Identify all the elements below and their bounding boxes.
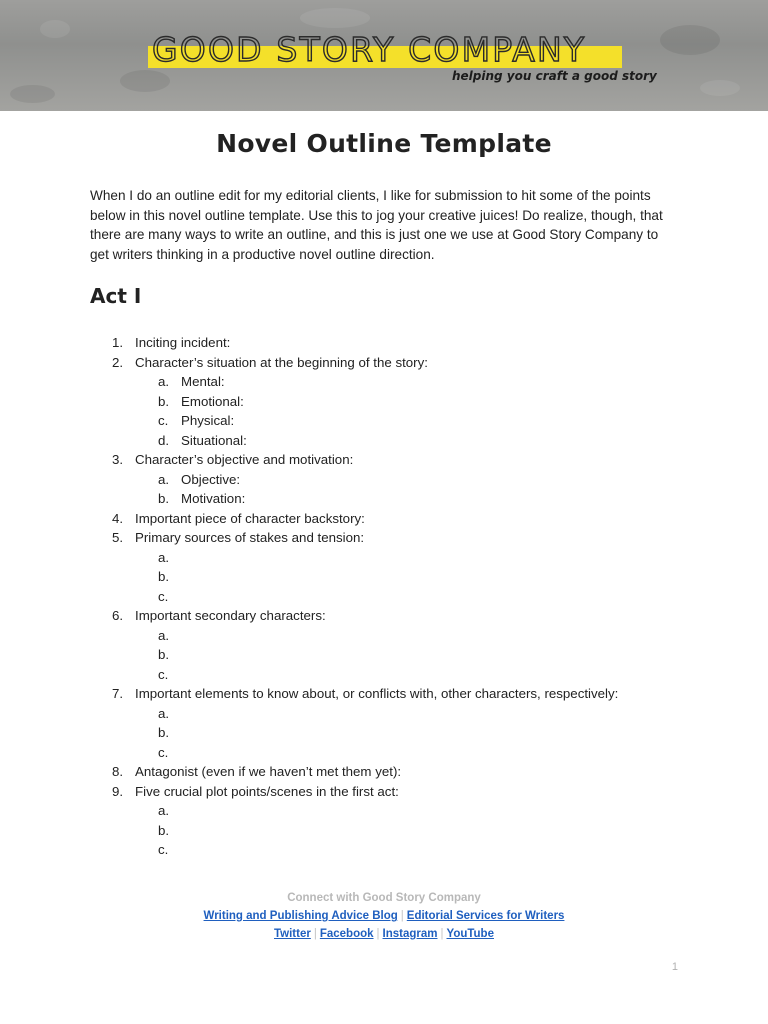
- outline-subitem: [0, 704, 768, 724]
- outline-subitem: [0, 743, 768, 763]
- outline-subitem: [0, 587, 768, 607]
- intro-paragraph: When I do an outline edit for my editorial clients, I like for submission to hit some of the points below in this novel outline template. Use this to jog your creative juices! Do realize, though, that there are many ways to write an outline, and this is just one we use at Good Story Company to get writers thinking in a productive novel outline direction.: [90, 188, 663, 262]
- footer: [0, 889, 768, 943]
- list-marker: a.: [158, 705, 170, 721]
- list-item-text: Important secondary characters:: [135, 608, 326, 623]
- list-marker: c.: [158, 588, 169, 604]
- list-item-text: Mental:: [181, 374, 225, 389]
- blog-link[interactable]: Writing and Publishing Advice Blog: [203, 910, 398, 922]
- outline-list: [0, 333, 768, 860]
- list-marker: b.: [158, 822, 170, 838]
- brand-tagline: helping you craft a good story: [452, 69, 657, 83]
- outline-item: [0, 450, 768, 470]
- list-marker: a.: [158, 627, 170, 643]
- list-marker: 9.: [112, 783, 124, 799]
- act-heading: Act I: [90, 284, 142, 308]
- header-banner: [0, 0, 768, 111]
- document-title: Novel Outline Template: [216, 129, 552, 158]
- texture-speck: [10, 85, 55, 103]
- list-item-text: Important piece of character backstory:: [135, 510, 365, 526]
- texture-speck: [40, 20, 70, 38]
- list-marker: b.: [158, 393, 170, 409]
- outline-subitem: [0, 821, 768, 841]
- texture-speck: [300, 8, 370, 28]
- outline-item: [0, 762, 768, 782]
- list-marker: 1.: [112, 335, 124, 350]
- outline-subitem: [0, 548, 768, 568]
- list-marker: 7.: [112, 686, 124, 701]
- list-item-text: Antagonist (even if we haven’t met them yet):: [135, 764, 402, 779]
- list-item-text: Character’s situation at the beginning of the story:: [135, 354, 428, 370]
- list-marker: d.: [158, 432, 170, 448]
- outline-subitem: [0, 801, 768, 821]
- footer-connect-text: Connect with Good Story Company: [287, 892, 481, 904]
- outline-item: [0, 606, 768, 626]
- outline-subitem: [0, 411, 768, 431]
- list-marker: b.: [158, 491, 170, 506]
- page-number: 1: [671, 961, 678, 973]
- list-marker: 2.: [112, 354, 124, 370]
- outline-subitem: [0, 626, 768, 646]
- outline-item: [0, 353, 768, 373]
- instagram-link[interactable]: Instagram: [382, 928, 438, 940]
- outline-subitem: [0, 431, 768, 451]
- outline-subitem: [0, 723, 768, 743]
- footer-social-row: [0, 925, 768, 943]
- twitter-link[interactable]: Twitter: [274, 928, 311, 940]
- outline-subitem: [0, 840, 768, 860]
- outline-subitem: [0, 567, 768, 587]
- list-marker: b.: [158, 647, 170, 662]
- editorial-services-link[interactable]: Editorial Services for Writers: [406, 910, 565, 922]
- list-marker: c.: [158, 666, 169, 682]
- outline-subitem: [0, 645, 768, 665]
- list-marker: 5.: [112, 530, 124, 545]
- list-marker: a.: [158, 471, 170, 487]
- link-separator: |: [440, 928, 444, 940]
- list-item-text: Objective:: [181, 471, 241, 487]
- list-marker: c.: [158, 842, 169, 857]
- facebook-link[interactable]: Facebook: [319, 928, 374, 940]
- list-item-text: Important elements to know about, or conflicts with, other characters, respectively:: [135, 686, 619, 701]
- outline-subitem: [0, 392, 768, 412]
- list-item-text: Motivation:: [181, 491, 246, 506]
- outline-item: [0, 782, 768, 802]
- outline-item: [0, 684, 768, 704]
- outline-subitem: [0, 470, 768, 490]
- list-item-text: Primary sources of stakes and tension:: [135, 530, 365, 545]
- texture-speck: [700, 80, 740, 96]
- outline-subitem: [0, 665, 768, 685]
- footer-links-row: [0, 907, 768, 925]
- outline-subitem: [0, 489, 768, 509]
- list-item-text: Five crucial plot points/scenes in the first act:: [135, 783, 399, 799]
- list-marker: 8.: [112, 764, 124, 779]
- youtube-link[interactable]: YouTube: [446, 928, 494, 940]
- list-item-text: Situational:: [181, 432, 247, 448]
- list-marker: c.: [158, 744, 169, 760]
- outline-subitem: [0, 372, 768, 392]
- brand-logo-text: GOOD STORY COMPANY: [152, 30, 587, 69]
- texture-speck: [660, 25, 720, 55]
- outline-item: [0, 333, 768, 353]
- list-item-text: Emotional:: [181, 393, 244, 409]
- outline-item: [0, 528, 768, 548]
- list-marker: 6.: [112, 608, 124, 623]
- list-marker: a.: [158, 374, 170, 389]
- list-item-text: Character’s objective and motivation:: [135, 452, 354, 467]
- link-separator: |: [376, 928, 380, 940]
- list-marker: c.: [158, 413, 169, 428]
- link-separator: |: [400, 910, 404, 922]
- list-marker: a.: [158, 803, 170, 818]
- list-item-text: Physical:: [181, 413, 235, 428]
- texture-speck: [120, 70, 170, 92]
- list-marker: 4.: [112, 510, 124, 526]
- list-item-text: Inciting incident:: [135, 335, 231, 350]
- list-marker: b.: [158, 725, 170, 740]
- outline-item: [0, 509, 768, 529]
- list-marker: b.: [158, 569, 170, 584]
- list-marker: 3.: [112, 452, 124, 467]
- link-separator: |: [313, 928, 317, 940]
- list-marker: a.: [158, 549, 170, 565]
